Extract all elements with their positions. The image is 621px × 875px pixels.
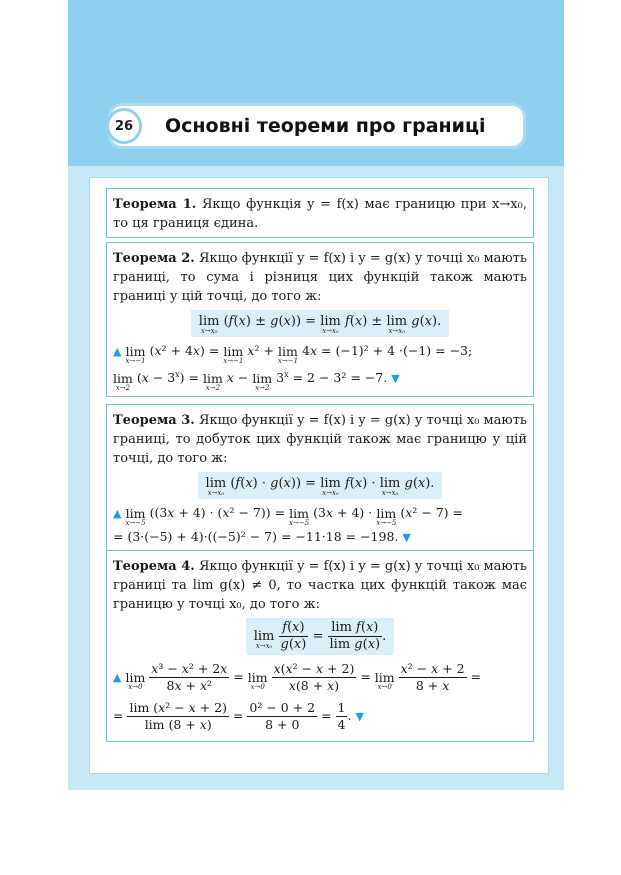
triangle-up-icon: ▲ xyxy=(113,345,122,358)
theorem-2-label: Теорема 2. xyxy=(113,251,195,266)
title-pill xyxy=(108,103,526,149)
theorem-2-example: ▲ lim x→−1 (x² + 4x) = lim x→−1 x² + lim x→−1 4x = (−1)² + 4 ·(−1) = −3; xyxy=(113,343,473,365)
theorem-4-text: Якщо функції y = f(x) і y = g(x) у точці x₀ мають границі та lim g(x) ≠ 0, то частка цих функцій також має границю у точці x₀, до того ж: xyxy=(113,559,528,612)
triangle-up-icon: ▲ xyxy=(113,671,122,684)
page-number-badge: 26 xyxy=(106,108,142,144)
triangle-down-icon: ▼ xyxy=(391,372,400,386)
theorem-1-text: Якщо функція y = f(x) має границю при x→x₀, то ця границя єдина. xyxy=(113,197,527,231)
content-panel xyxy=(89,177,549,774)
theorem-4-example: ▲ lim x→0 $\frac{\text{x³ − x² + 2x}}{\text{8x + x²}}$ = lim x→0 $\frac{\text{x(x² − x + 2)}}{x(8 + x)}$ = lim x→0 $\frac{\text{x² − x + 2}}{8 + x}$ = xyxy=(113,661,481,693)
page-title: Основні теореми про границі xyxy=(165,115,486,137)
theorem-2-formula: lim x→x₀ (f(x) ± g(x)) = lim x→x₀ f(x) ± lim x→x₀ g(x). xyxy=(191,310,449,337)
theorem-3-example-2: = (3·(−5) + 4)·((−5)² − 7) = −11·18 = −198. ▼ xyxy=(113,529,411,544)
theorem-4 xyxy=(106,550,534,742)
triangle-down-icon: ▼ xyxy=(355,710,364,723)
theorem-4-label: Теорема 4. xyxy=(113,559,195,574)
theorem-4-example-2: = $\frac{\text{lim (x² − x + 2)}}{\lim (8 + x)}$ = $\frac{\text{0² − 0 + 2}}{8 + 0}$ = $\frac{1}{4}$ . ▼ xyxy=(113,700,364,732)
theorem-2-example-2: lim x→2 $(x - 3^x) = \lim$ x→2 x − lim x→2 $3^x = 2 - 3^2 = -7$. ▼ xyxy=(113,370,400,393)
triangle-down-icon: ▼ xyxy=(402,531,411,544)
theorem-3-example: ▲ lim x→−5 ((3x + 4) · (x² − 7)) = lim x→−5 (3x + 4) · lim x→−5 (x² − 7) = xyxy=(113,505,463,527)
theorem-1 xyxy=(106,188,534,238)
theorem-3-label: Теорема 3. xyxy=(113,413,195,428)
page-frame xyxy=(68,0,564,790)
triangle-up-icon: ▲ xyxy=(113,507,122,520)
theorem-2 xyxy=(106,242,534,397)
theorem-1-label: Теорема 1. xyxy=(113,197,197,212)
theorem-3 xyxy=(106,404,534,553)
theorem-3-text: Якщо функції y = f(x) і y = g(x) у точці x₀ мають границі, то добуток цих функцій також має границю у цій точці, до того ж: xyxy=(113,413,528,466)
theorem-4-formula: lim x→x₀ $\frac{f(x)}{g(x)}$ = $\frac{\text{lim f(x)}}{\text{lim g(x)}}$ . xyxy=(246,618,395,655)
theorem-2-text: Якщо функції y = f(x) і y = g(x) у точці x₀ мають границі, то сума і різниця цих функцій також мають границі у цій точці, до того ж: xyxy=(113,251,528,304)
theorem-3-formula: lim x→x₀ (f(x) · g(x)) = lim x→x₀ f(x) · lim x→x₀ g(x). xyxy=(198,472,443,499)
